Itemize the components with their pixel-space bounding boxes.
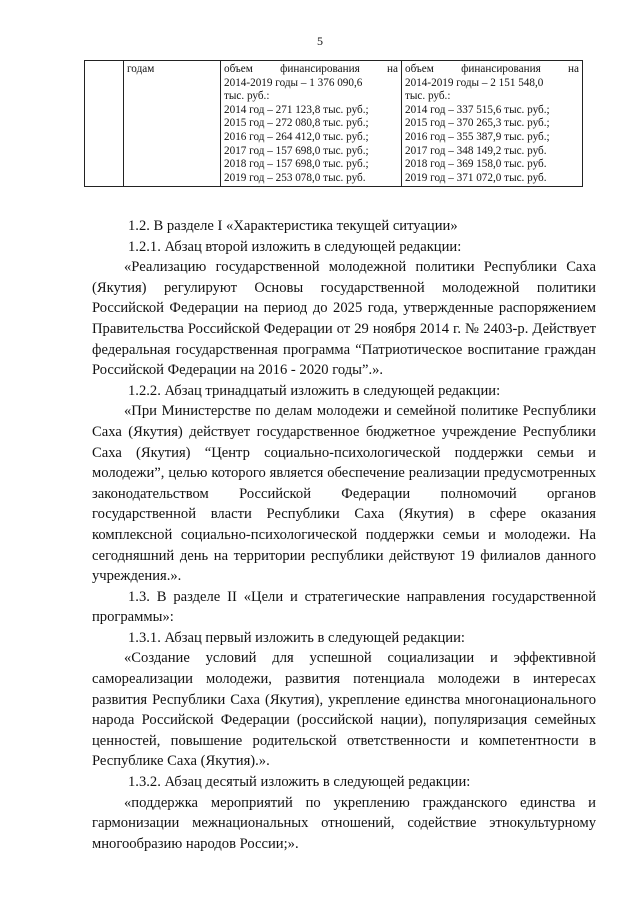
- section-heading: 1.2. В разделе I «Характеристика текущей ситуации»: [128, 218, 458, 234]
- table-line: объем финансирования на: [405, 63, 579, 75]
- table-line: 2014 год – 337 515,6 тыс. руб.;: [405, 103, 550, 116]
- table-line: 2015 год – 370 265,3 тыс. руб.;: [405, 117, 550, 130]
- table-cell-empty: [85, 61, 124, 187]
- section-heading: 1.3. В разделе II «Цели и стратегические направления государственной программы»:: [92, 588, 596, 626]
- table-line: 2019 год – 253 078,0 тыс. руб.: [224, 171, 366, 184]
- quoted-paragraph: «поддержка мероприятий по укреплению гражданского единства и гармонизации межнациональных отношений, содействие этнокультурному многообразию народов России;».: [92, 794, 596, 852]
- table-line: 2015 год – 272 080,8 тыс. руб.;: [224, 117, 369, 130]
- table-line: объем финансирования на: [224, 63, 398, 75]
- table-line: 2016 год – 355 387,9 тыс. руб.;: [405, 130, 550, 143]
- table-line: 2018 год – 157 698,0 тыс. руб.;: [224, 158, 369, 171]
- table-line: 2016 год – 264 412,0 тыс. руб.;: [224, 130, 369, 143]
- quoted-paragraph: «Реализацию государственной молодежной политики Республики Саха (Якутия) регулируют Основы государственной молодежной политики Российской Федерации на период до 2025 года, утвержденные распоряжением Правительства Российской Федерации от 29 ноября 2014 г. № 2403-р. Действует федеральная государственная программа “Патриотическое воспитание граждан Российской Федерации на 2016 - 2020 годы”.».: [92, 259, 596, 379]
- table-cell-old-financing: [221, 61, 402, 187]
- document-body: [92, 216, 596, 854]
- table-line: 2018 год – 369 158,0 тыс. руб.: [405, 158, 547, 171]
- table-line: 2014-2019 годы – 2 151 548,0: [405, 76, 544, 89]
- table-line: тыс. руб.:: [405, 90, 451, 103]
- paragraph: 1.3.1. Абзац первый изложить в следующей редакции:: [128, 629, 465, 646]
- table-line: 2017 год – 157 698,0 тыс. руб.;: [224, 144, 369, 157]
- page-number: 5: [317, 34, 323, 48]
- table-line: 2014 год – 271 123,8 тыс. руб.;: [224, 103, 369, 116]
- quoted-paragraph: «При Министерстве по делам молодежи и семейной политике Республики Саха (Якутия) действует государственное бюджетное учреждение Республики Саха (Якутия) “Центр социально-психологической поддержки семьи и молодежи”, целью которого является обеспечение реализации предусмотренных законодательством Российской Федерации полномочий органов государственной власти Республики Саха (Якутия) в сфере оказания комплексной социально-психологической поддержки семьи и молодежи. На сегодняшний день на территории республики действуют 19 филиалов данного учреждения.».: [92, 403, 596, 585]
- quoted-paragraph: «Создание условий для успешной социализации и эффективной самореализации молодежи, развития потенциала молодежи в интересах развития Республики Саха (Якутия), укрепление единства многонационального народа Российской Федерации (российской нации), популяризация семейных ценностей, повышение родительской ответственности и компетентности в Республике Саха (Якутия).».: [92, 650, 596, 770]
- table-line: тыс. руб.:: [224, 90, 270, 103]
- table-line: 2019 год – 371 072,0 тыс. руб.: [405, 171, 547, 184]
- table-cell-label: годам: [124, 61, 221, 187]
- table-cell-new-financing: [402, 61, 583, 187]
- paragraph: 1.3.2. Абзац десятый изложить в следующей редакции:: [128, 774, 471, 791]
- paragraph: 1.2.1. Абзац второй изложить в следующей редакции:: [128, 238, 462, 255]
- table-row: [85, 61, 583, 187]
- financing-table: [84, 60, 583, 187]
- table-line: 2014-2019 годы – 1 376 090,6: [224, 76, 363, 89]
- paragraph: 1.2.2. Абзац тринадцатый изложить в следующей редакции:: [128, 382, 501, 399]
- table-line: 2017 год – 348 149,2 тыс. руб.: [405, 144, 547, 157]
